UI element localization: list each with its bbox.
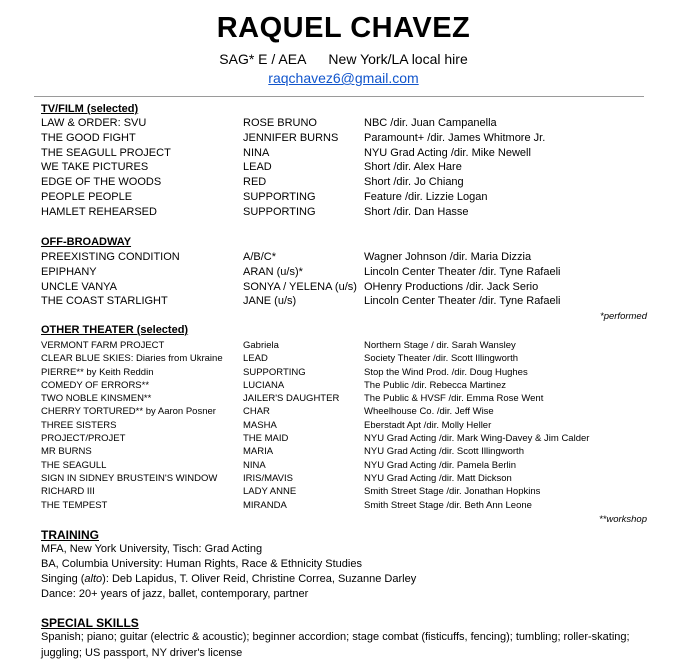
credit-role: MARIA	[243, 446, 274, 458]
credit-production: NYU Grad Acting /dir. Mike Newell	[364, 146, 531, 159]
email-link[interactable]: raqchavez6@gmail.com	[268, 70, 419, 86]
credit-row	[41, 281, 651, 296]
training-mfa: MFA, New York University, Tisch: Grad Acting	[41, 543, 263, 555]
credit-role: JAILER'S DAUGHTER	[243, 393, 340, 405]
credit-title: EPIPHANY	[41, 265, 97, 278]
credit-title: VERMONT FARM PROJECT	[41, 340, 165, 351]
credit-row	[41, 420, 651, 433]
credit-role: SUPPORTING	[243, 366, 306, 378]
credit-title: THE COAST STARLIGHT	[41, 295, 168, 308]
credit-production: Short /dir. Alex Hare	[364, 161, 462, 174]
singing-label: Singing (	[41, 573, 85, 585]
credit-title: PIERRE** by Keith Reddin	[41, 366, 154, 378]
credit-role: LUCIANA	[243, 379, 285, 391]
credit-production: Eberstadt Apt /dir. Molly Heller	[364, 419, 492, 431]
unions: SAG* E / AEA	[219, 51, 307, 67]
credit-title: THE SEAGULL	[41, 459, 107, 471]
credit-row	[41, 393, 651, 406]
credit-row	[41, 132, 651, 147]
credit-row	[41, 340, 651, 353]
training-dance: Dance: 20+ years of jazz, ballet, contemporary, partner	[41, 588, 309, 600]
actor-name: RAQUEL CHAVEZ	[216, 12, 471, 44]
location: New York/LA local hire	[328, 51, 468, 67]
credit-title: PROJECT/PROJET	[41, 433, 126, 445]
credit-row	[41, 460, 651, 473]
credit-row	[41, 500, 651, 513]
credit-title: THREE SISTERS	[41, 419, 117, 431]
credit-production: Paramount+ /dir. James Whitmore Jr.	[364, 131, 546, 144]
credit-row	[41, 251, 651, 266]
credit-row	[41, 486, 651, 499]
credit-row	[41, 367, 651, 380]
credit-role: MIRANDA	[243, 499, 287, 511]
credit-title: HAMLET REHEARSED	[41, 205, 157, 218]
credit-production: Society Theater /dir. Scott Illingworth	[364, 353, 519, 365]
credit-title: THE SEAGULL PROJECT	[41, 146, 171, 159]
credit-role: JANE (u/s)	[243, 295, 297, 308]
training-ba: BA, Columbia University: Human Rights, Race & Ethnicity Studies	[41, 558, 362, 570]
credit-title: RICHARD III	[41, 486, 95, 498]
credit-production: The Public & HVSF /dir. Emma Rose Went	[364, 393, 544, 405]
credit-role: ARAN (u/s)*	[243, 265, 303, 278]
credit-role: MASHA	[243, 419, 277, 431]
credit-role: SUPPORTING	[243, 205, 316, 218]
credit-role: SUPPORTING	[243, 190, 316, 203]
credit-role: SONYA / YELENA (u/s)	[243, 280, 357, 293]
credit-title: TWO NOBLE KINSMEN**	[41, 393, 152, 405]
credit-row	[41, 266, 651, 281]
credit-title: SIGN IN SIDNEY BRUSTEIN'S WINDOW	[41, 472, 218, 484]
credit-row	[41, 380, 651, 393]
credit-production: Feature /dir. Lizzie Logan	[364, 190, 488, 203]
credit-title: COMEDY OF ERRORS**	[41, 379, 150, 391]
credit-title: THE TEMPEST	[41, 499, 108, 511]
credit-production: Smith Street Stage /dir. Beth Ann Leone	[364, 499, 532, 511]
tv-film-heading: TV/FILM (selected)	[41, 103, 139, 115]
skills-text: Spanish; piano; guitar (electric & acoustic); beginner accordion; stage combat (fisticuffs, fencing); tumbling; roller-skating; juggling; US passport, NY driver's license	[41, 631, 630, 659]
credit-production: NYU Grad Acting /dir. Matt Dickson	[364, 472, 512, 484]
credit-production: NYU Grad Acting /dir. Scott Illingworth	[364, 446, 524, 458]
off-broadway-credits	[41, 251, 651, 310]
credit-row	[41, 176, 651, 191]
credit-role: A/B/C*	[243, 251, 277, 263]
credit-production: NBC /dir. Juan Campanella	[364, 117, 497, 129]
credit-production: Northern Stage / dir. Sarah Wansley	[364, 340, 516, 351]
credit-role: CHAR	[243, 406, 270, 418]
credit-title: CHERRY TORTURED** by Aaron Posner	[41, 406, 216, 418]
credit-title: MR BURNS	[41, 446, 92, 458]
credit-row	[41, 147, 651, 162]
credit-role: NINA	[243, 146, 270, 159]
special-skills-heading: SPECIAL SKILLS	[41, 616, 139, 630]
credit-title: EDGE OF THE WOODS	[41, 176, 162, 189]
credit-production: Wheelhouse Co. /dir. Jeff Wise	[364, 406, 494, 418]
credit-production: Lincoln Center Theater /dir. Tyne Rafaeli	[364, 295, 561, 308]
credit-role: LEAD	[243, 353, 268, 365]
credit-production: Smith Street Stage /dir. Jonathan Hopkins	[364, 486, 541, 498]
credit-row	[41, 295, 651, 310]
credit-role: RED	[243, 176, 267, 189]
credit-role: Gabriela	[243, 340, 279, 351]
credit-title: CLEAR BLUE SKIES: Diaries from Ukraine	[41, 353, 223, 365]
credit-role: THE MAID	[243, 433, 289, 445]
singing-teachers: ): Deb Lapidus, T. Oliver Reid, Christine Correa, Suzanne Darley	[102, 573, 417, 585]
credit-production: Short /dir. Jo Chiang	[364, 176, 464, 189]
credit-role: LADY ANNE	[243, 486, 297, 498]
credit-production: OHenry Productions /dir. Jack Serio	[364, 280, 539, 293]
other-theater-heading: OTHER THEATER (selected)	[41, 324, 189, 336]
credit-title: WE TAKE PICTURES	[41, 161, 149, 174]
credit-row	[41, 433, 651, 446]
credit-production: Wagner Johnson /dir. Maria Dizzia	[364, 251, 532, 263]
singing-voice-type: alto	[84, 573, 103, 585]
credit-production: Stop the Wind Prod. /dir. Doug Hughes	[364, 366, 528, 378]
union-location-line	[0, 51, 687, 67]
tv-film-credits	[41, 117, 651, 221]
credit-title: PREEXISTING CONDITION	[41, 251, 180, 263]
credit-row	[41, 117, 651, 132]
credit-row	[41, 161, 651, 176]
credit-row	[41, 406, 651, 419]
special-skills-list	[41, 630, 651, 661]
credit-title: THE GOOD FIGHT	[41, 131, 136, 144]
credit-row	[41, 353, 651, 366]
header-divider	[34, 96, 644, 97]
credit-row	[41, 473, 651, 486]
credit-role: JENNIFER BURNS	[243, 131, 339, 144]
credit-role: IRIS/MAVIS	[243, 472, 293, 484]
credit-role: LEAD	[243, 161, 272, 174]
credit-production: NYU Grad Acting /dir. Mark Wing-Davey & Jim Calder	[364, 433, 590, 445]
training-list	[41, 543, 651, 603]
credit-production: The Public /dir. Rebecca Martinez	[364, 379, 507, 391]
credit-production: Short /dir. Dan Hasse	[364, 205, 469, 218]
training-heading: TRAINING	[41, 528, 99, 542]
off-broadway-heading: OFF-BROADWAY	[41, 236, 132, 248]
credit-production: Lincoln Center Theater /dir. Tyne Rafaeli	[364, 265, 561, 278]
credit-title: PEOPLE PEOPLE	[41, 190, 133, 203]
credit-title: LAW & ORDER: SVU	[41, 117, 147, 129]
other-theater-credits	[41, 340, 651, 513]
workshop-footnote: **workshop	[598, 514, 647, 525]
performed-footnote: *performed	[600, 311, 647, 322]
credit-row	[41, 191, 651, 206]
credit-row	[41, 446, 651, 459]
training-singing	[41, 573, 651, 588]
credit-row	[41, 206, 651, 221]
credit-role: NINA	[243, 459, 266, 471]
credit-title: UNCLE VANYA	[41, 280, 118, 293]
credit-production: NYU Grad Acting /dir. Pamela Berlin	[364, 459, 517, 471]
credit-role: ROSE BRUNO	[243, 117, 317, 129]
